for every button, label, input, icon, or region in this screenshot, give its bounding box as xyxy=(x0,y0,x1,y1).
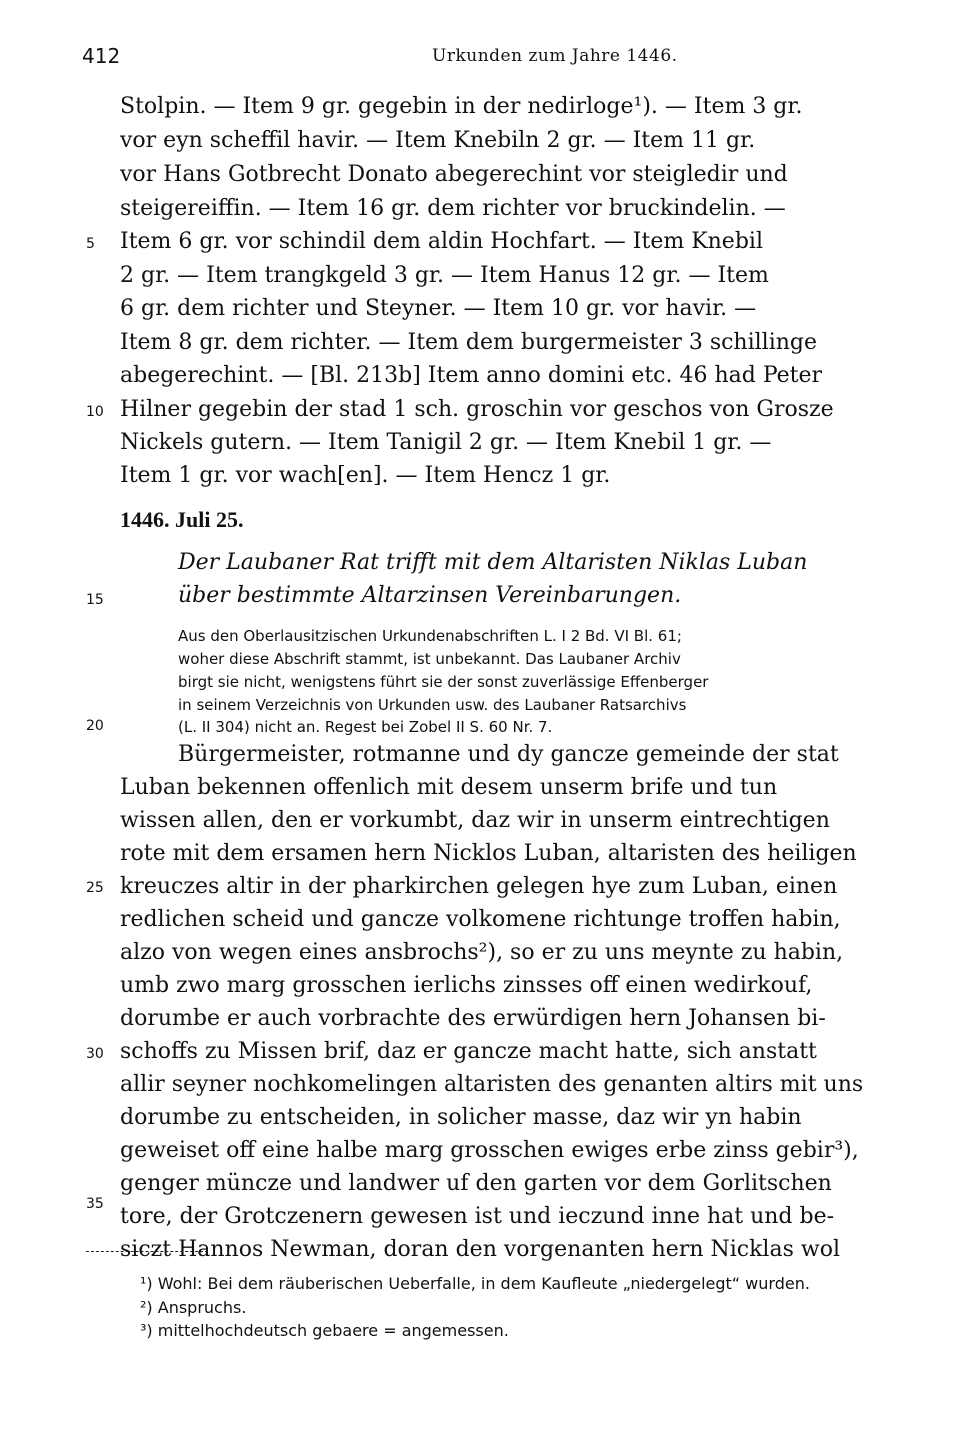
body-line: geweiset off eine halbe marg grosschen ewiges erbe zinss gebir³), xyxy=(120,1138,859,1163)
text-line: vor eyn scheffil havir. — Item Knebiln 2 gr. — Item 11 gr. xyxy=(120,128,756,153)
document-summary-line: über bestimmte Altarzinsen Vereinbarungen. xyxy=(178,583,682,608)
margin-line-number: 25 xyxy=(86,880,104,896)
margin-line-number: 20 xyxy=(86,718,104,734)
text-line: Stolpin. — Item 9 gr. gegebin in der nedirloge¹). — Item 3 gr. xyxy=(120,94,803,119)
page-number: 412 xyxy=(82,44,121,68)
source-note-line: Aus den Oberlausitzischen Urkundenabschriften L. I 2 Bd. VI Bl. 61; xyxy=(178,627,682,645)
text-line: steigereiffin. — Item 16 gr. dem richter vor bruckindelin. — xyxy=(120,196,786,221)
body-line: umb zwo marg grosschen ierlichs zinsses off einen wedirkouf, xyxy=(120,973,813,998)
margin-line-number: 30 xyxy=(86,1046,104,1062)
body-line: redlichen scheid und gancze volkomene richtunge troffen habin, xyxy=(120,907,841,932)
body-line: wissen allen, den er vorkumbt, daz wir in unserm eintrechtigen xyxy=(120,808,830,833)
text-line: 6 gr. dem richter und Steyner. — Item 10 gr. vor havir. — xyxy=(120,296,757,321)
body-line: dorumbe er auch vorbrachte des erwürdigen hern Johansen bi- xyxy=(120,1006,826,1031)
footnote: ³) mittelhochdeutsch gebaere = angemessen. xyxy=(140,1321,509,1340)
page-header xyxy=(82,44,882,74)
margin-line-number: 35 xyxy=(86,1196,104,1212)
body-line: alzo von wegen eines ansbrochs²), so er zu uns meynte zu habin, xyxy=(120,940,844,965)
body-line: rote mit dem ersamen hern Nicklos Luban, altaristen des heiligen xyxy=(120,841,857,866)
text-line: Item 6 gr. vor schindil dem aldin Hochfart. — Item Knebil xyxy=(120,229,763,254)
source-note-line: in seinem Verzeichnis von Urkunden usw. des Laubaner Ratsarchivs xyxy=(178,696,687,714)
source-note-line: (L. II 304) nicht an. Regest bei Zobel II S. 60 Nr. 7. xyxy=(178,718,553,736)
text-line: Hilner gegebin der stad 1 sch. groschin vor geschos von Grosze xyxy=(120,397,834,422)
running-head: Urkunden zum Jahre 1446. xyxy=(432,46,678,66)
document-dateline: 1446. Juli 25. xyxy=(120,507,244,532)
text-line: Item 1 gr. vor wach[en]. — Item Hencz 1 gr. xyxy=(120,463,611,488)
text-line: vor Hans Gotbrecht Donato abegerechint vor steigledir und xyxy=(120,162,788,187)
body-line: siczt Hannos Newman, doran den vorgenanten hern Nicklas wol xyxy=(120,1237,840,1262)
body-line: kreuczes altir in der pharkirchen gelegen hye zum Luban, einen xyxy=(120,874,838,899)
footnote-separator xyxy=(86,1251,208,1252)
text-line: 2 gr. — Item trangkgeld 3 gr. — Item Hanus 12 gr. — Item xyxy=(120,263,769,288)
footnote: ²) Anspruchs. xyxy=(140,1298,247,1317)
text-line: abegerechint. — [Bl. 213b] Item anno domini etc. 46 had Peter xyxy=(120,363,823,388)
body-line: Luban bekennen offenlich mit desem unserm brife und tun xyxy=(120,775,778,800)
source-note-line: woher diese Abschrift stammt, ist unbekannt. Das Laubaner Archiv xyxy=(178,650,681,668)
margin-line-number: 15 xyxy=(86,592,104,608)
text-line: Item 8 gr. dem richter. — Item dem burgermeister 3 schillinge xyxy=(120,330,818,355)
margin-line-number: 10 xyxy=(86,404,104,420)
body-line: Bürgermeister, rotmanne und dy gancze gemeinde der stat xyxy=(178,742,839,767)
body-line: genger müncze und landwer uf den garten vor dem Gorlitschen xyxy=(120,1171,832,1196)
footnote: ¹) Wohl: Bei dem räuberischen Ueberfalle, in dem Kaufleute „niedergelegt“ wurden. xyxy=(140,1274,810,1293)
body-line: schoffs zu Missen brif, daz er gancze macht hatte, sich anstatt xyxy=(120,1039,817,1064)
source-note-line: birgt sie nicht, wenigstens führt sie der sonst zuverlässige Effenberger xyxy=(178,673,709,691)
margin-line-number: 5 xyxy=(86,236,95,252)
body-line: dorumbe zu entscheiden, in solicher masse, daz wir yn habin xyxy=(120,1105,802,1130)
document-summary-line: Der Laubaner Rat trifft mit dem Altaristen Niklas Luban xyxy=(178,550,808,575)
text-line: Nickels gutern. — Item Tanigil 2 gr. — Item Knebil 1 gr. — xyxy=(120,430,772,455)
body-line: allir seyner nochkomelingen altaristen des genanten altirs mit uns xyxy=(120,1072,864,1097)
body-line: tore, der Grotczenern gewesen ist und ieczund inne hat und be- xyxy=(120,1204,835,1229)
